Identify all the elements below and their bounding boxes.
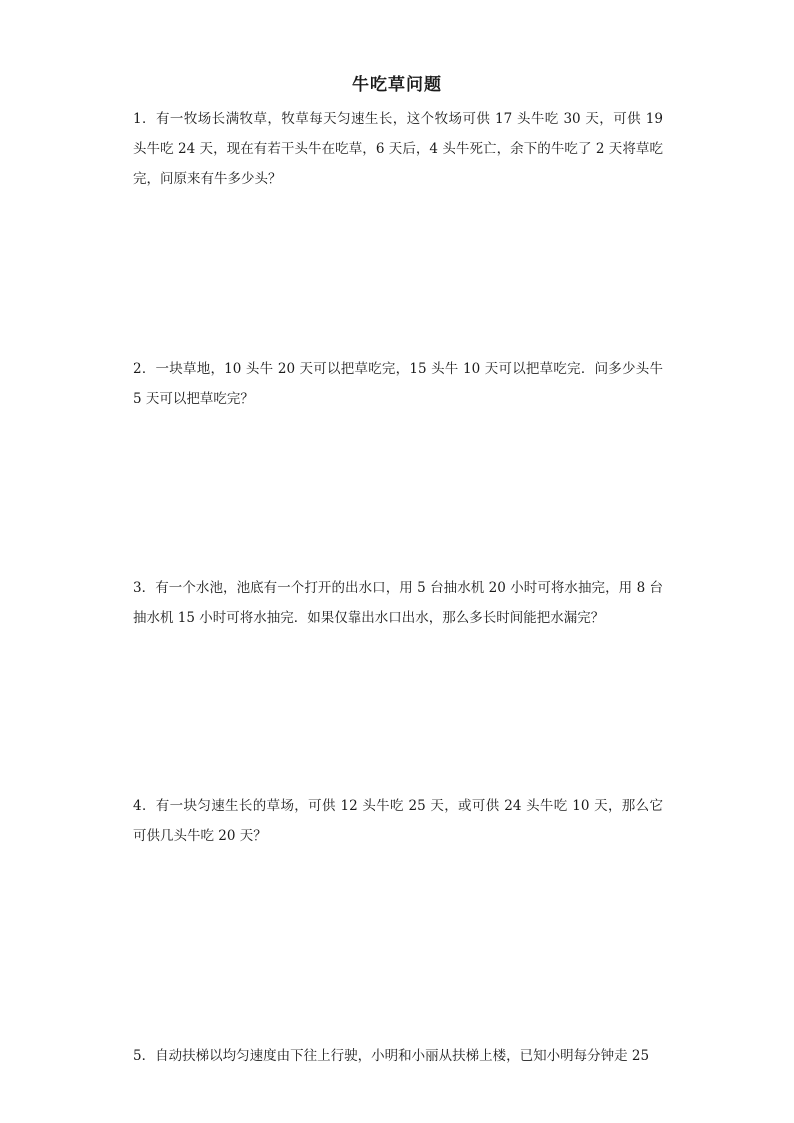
question-4 <box>133 791 663 851</box>
page-title: 牛吃草问题 <box>352 75 442 95</box>
question-text: 一块草地，10 头牛 20 天可以把草吃完，15 头牛 10 天可以把草吃完．问多少头牛 5 天可以把草吃完？ <box>133 361 663 407</box>
question-text: 有一个水池，池底有一个打开的出水口，用 5 台抽水机 20 小时可将水抽完，用 8 台抽水机 15 小时可将水抽完．如果仅靠出水口出水，那么多长时间能把水漏完？ <box>133 580 664 626</box>
question-text: 有一牧场长满牧草，牧草每天匀速生长，这个牧场可供 17 头牛吃 30 天，可供 19 头牛吃 24 天，现在有若干头牛在吃草，6 天后，4 头牛死亡，余下的牛吃了 2 天将草吃完，问原来有牛多少头？ <box>133 111 663 187</box>
question-5 <box>133 1041 663 1071</box>
question-number: 4． <box>133 798 156 814</box>
question-number: 5． <box>133 1048 156 1064</box>
question-number: 1． <box>133 111 156 127</box>
question-number: 3． <box>133 580 156 596</box>
question-text: 有一块匀速生长的草场，可供 12 头牛吃 25 天，或可供 24 头牛吃 10 天，那么它可供几头牛吃 20 天？ <box>133 798 663 844</box>
question-number: 2． <box>133 361 156 377</box>
question-text: 自动扶梯以均匀速度由下往上行驶，小明和小丽从扶梯上楼，已知小明每分钟走 25 <box>155 1048 650 1064</box>
question-1 <box>133 104 663 194</box>
question-3 <box>133 573 663 633</box>
question-2 <box>133 354 663 414</box>
